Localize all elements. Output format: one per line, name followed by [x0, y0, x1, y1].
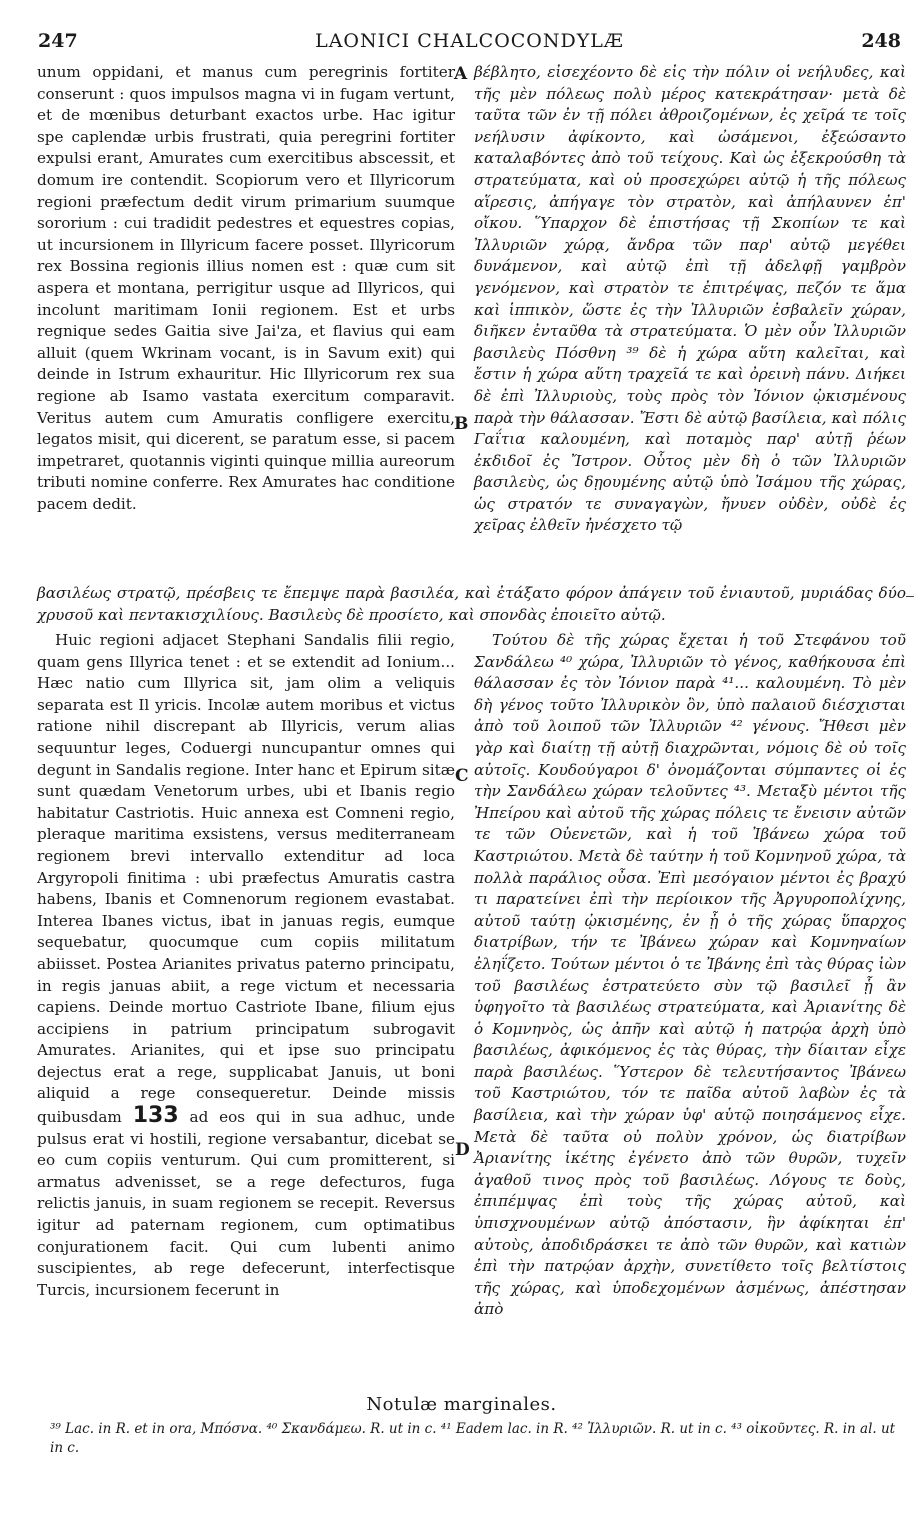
- latin-text-before-folio: Huic regioni adjacet Stephani Sandalis filii regio, quam gens Illyrica tenet : et se extendit ad Ionium... Hæc natio cum Illyrica sit, jam olim a veliquis separata est Il yricis. Incolæ autem moribus et victus ratione nihil discrepant ab Illyricis, verum alias sequuntur leges, Coduergi nuncupantur omnes qui degunt in Sandalis regione. Inter hanc et Epirum sitæ sunt quædam Venetorum urbes, ubi et Ibanis regio habitatur Castriotis. Huic annexa est Comneni regio, pleraque maritima exsistens, versus mediterraneam regionem brevi intervallo extenditur ad loca Argyropoli finitima : ubi præfectus Amuratis castra habens, Ibanis et Comnenorum regionem evastabat. Interea Ibanes victus, ibat in januas regis, eumque sequebatur, quocumque cum copiis militatum abiisset. Postea Arianites privatus paterno principatu, in regis januas abiit, a rege victum et necessaria capiens. Deinde mortuo Castriote Ibane, filium ejus accipiens in patrium principatum subrogavit Amurates. Arianites, qui et ipse suo principatu dejectus erat a rege, supplicabat Januis, ut boni aliquid a rege consequeretur. Deinde missis quibusdam: [37, 631, 455, 1127]
- margin-tick: [906, 596, 914, 597]
- latin-text-after-folio: ad eos qui in sua adhuc, unde pulsus erat vi hostili, regione versabantur, dicebat se eo cum copiis venturum. Qui cum promitterent, si armatus advenisset, se a rege defecturos, fuga relictis januis, in suam regionem se recepit. Reversus igitur ad paternam regionem, cum optimatibus conjurationem facit. Qui cum lubenti animo suscipientes, ab rege defecerunt, interfectisque Turcis, incursionem fecerunt in: [37, 1108, 456, 1299]
- latin-column-bottom: [37, 630, 455, 1301]
- greek-paragraph: βέβλητο, εἰσεχέοντο δὲ εἰς τὴν πόλιν οἱ νεήλυδες, καὶ τῆς μὲν πόλεως πολὺ μέρος κατεκράτησαν· μετὰ δὲ ταῦτα τῶν ἐν τῇ πόλει ἀθροιζομένων, ἐς χεῖρά τε τοῖς νεήλυσιν ἀφίκοντο, καὶ ὠσάμενοι, ἐξεώσαντο καταλαβόντες ἀπὸ τοῦ τείχους. Καὶ ὡς ἐξεκρούσθη τὰ στρατεύματα, καὶ οὐ προσεχώρει αὐτῷ ἡ τῆς πόλεως αἵρεσις, ἀπήγαγε τὸν στρατὸν, καὶ ἀπήλαυνεν ἐπ' οἴκου. Ὕπαρχον δὲ ἐπιστήσας τῇ Σκοπίων τε καὶ Ἰλλυριῶν χώρᾳ, ἄνδρα τῶν παρ' αὐτῷ μεγέθει δυνάμενον, καὶ αὐτῷ ἐπὶ τῇ ἀδελφῇ γαμβρὸν γενόμενον, καὶ στρατὸν τε ἐπιτρέψας, πεζόν τε ἅμα καὶ ἱππικὸν, ὥστε ἐς τὴν Ἰλλυριῶν ἐσβαλεῖν χώραν, διῆκεν ἐνταῦθα τὰ στρατεύματα. Ὁ μὲν οὖν Ἰλλυριῶν βασιλεὺς Πόσθνη ³⁹ δὲ ἡ χώρα αὕτη καλεῖται, καὶ ἔστιν ἡ χώρα αὕτη τραχεῖά τε καὶ ὀρεινὴ πάνυ. Διήκει δὲ ἐπὶ Ἰλλυριοὺς, τοὺς πρὸς τὸν Ἰόνιον ᾠκισμένους παρὰ τὴν θάλασσαν. Ἔστι δὲ αὐτῷ βασίλεια, καὶ πόλις Γαΐτια καλουμένη, καὶ ποταμὸς παρ' αὐτῇ ῥέων ἐκδιδοῖ ἐς Ἴστρον. Οὗτος μὲν δὴ ὁ τῶν Ἰλλυριῶν βασιλεὺς, ὡς δῃουμένης αὐτῷ ὑπὸ Ἰσάμου τῆς χώρας, ὡς στρατόν τε συναγαγὼν, ἤνυεν οὐδὲν, οὐδὲ ἐς χεῖρας ἐλθεῖν ἠνέσχετο τῷ: [474, 63, 906, 535]
- page-number-right: 248: [861, 30, 901, 52]
- latin-column-top: [37, 62, 455, 515]
- running-title: LAONICI CHALCOCONDYLÆ: [315, 30, 624, 52]
- greek-column-bottom: [474, 630, 906, 1321]
- margin-marker-a: A: [454, 64, 468, 84]
- folio-mark: 133: [132, 1103, 179, 1129]
- margin-marker-c: C: [455, 766, 469, 786]
- greek-paragraph: Τούτου δὲ τῆς χώρας ἔχεται ἡ τοῦ Στεφάνου τοῦ Σανδάλεω ⁴⁰ χώρα, Ἰλλυριῶν τὸ γένος, καθήκουσα ἐπὶ θάλασσαν ἐς τὸν Ἰόνιον παρὰ ⁴¹... καλουμένη. Τὸ μὲν δὴ γένος τοῦτο Ἰλλυρικὸν ὂν, ὑπὸ παλαιοῦ διέσχισται ἀπὸ τοῦ λοιποῦ τῶν Ἰλλυριῶν ⁴² γένους. Ἤθεσι μὲν γὰρ καὶ διαίτῃ τῇ αὐτῇ διαχρῶνται, νόμοις δὲ οὐ τοῖς αὐτοῖς. Κουδούγαροι δ' ὀνομάζονται σύμπαντες οἱ ἐς τὴν Σανδάλεω χώραν τελοῦντες ⁴³. Μεταξὺ μέντοι τῆς Ἠπείρου καὶ αὐτοῦ τῆς χώρας πόλεις τε ἔνεισιν αὐτῶν τε τῶν Οὐενετῶν, καὶ ἡ τοῦ Ἰβάνεω χώρα τοῦ Καστριώτου. Μετὰ δὲ ταύτην ἡ τοῦ Κομνηνοῦ χώρα, τὰ πολλὰ παράλιος οὖσα. Ἐπὶ μεσόγαιον μέντοι ἐς βραχύ τι παρατείνει ἐπὶ τὴν περίοικον τῆς Ἀργυροπολίχνης, αὐτοῦ ταύτῃ ᾠκισμένης, ἐν ᾗ ὁ τῆς χώρας ὕπαρχος διατρίβων, τήν τε Ἰβάνεω χώραν καὶ Κομνηναίων ἐληΐζετο. Τούτων μέντοι ὁ τε Ἰβάνης ἐπὶ τὰς θύρας ἰὼν τοῦ βασιλέως ἐστρατεύετο σὺν τῷ βασιλεῖ ᾗ ἂν ὑφηγοῖτο τὰ βασιλέως στρατεύματα, καὶ Ἀριανίτης δὲ ὁ Κομνηνὸς, ὡς ἀπῆν καὶ αὐτῷ ἡ πατρῴα ἀρχὴ ὑπὸ βασιλέως, ἀφικόμενος ἐς τὰς θύρας, τὴν δίαιταν εἶχε παρὰ βασιλέως. Ὕστερον δὲ τελευτήσαντος Ἰβάνεω τοῦ Καστριώτου, τόν τε παῖδα αὐτοῦ λαβὼν ἐς τὰ βασίλεια, καὶ τὴν χώραν ὑφ' αὑτῷ ποιησάμενος εἶχε. Μετὰ δὲ ταῦτα οὐ πολὺν χρόνον, ὡς διατρίβων Ἀριανίτης ἱκέτης ἐγένετο ἀπὸ τῶν θυρῶν, τυχεῖν ἀγαθοῦ τινος πρὸς τοῦ βασιλέως. Λόγους τε δοὺς, ἐπιπέμψας ἐπὶ τοὺς τῆς χώρας αὐτοῦ, καὶ ὑπισχνουμένων αὐτῷ ἀπόστασιν, ἣν ἀφίκηται ἐπ' αὐτοὺς, ἀποδιδράσκει τε ἀπὸ τῶν θυρῶν, καὶ κατιὼν ἐπὶ τὴν πατρῴαν ἀρχὴν, συνετίθετο τοῖς βελτίστοις τῆς χώρας, καὶ ὑποδεχομένων ἀσμένως, ἀπέστησαν ἀπὸ: [474, 631, 906, 1319]
- latin-paragraph: [37, 630, 455, 1301]
- margin-marker-d: D: [455, 1140, 470, 1160]
- running-header: [38, 30, 901, 54]
- notes-title: Notulæ marginales.: [366, 1394, 557, 1415]
- page-number-left: 247: [38, 30, 78, 52]
- margin-marker-b: B: [454, 414, 469, 434]
- latin-paragraph: unum oppidani, et manus cum peregrinis fortiter conserunt : quos impulsos magna vi in fugam vertunt, et de mœnibus deturbant exactos urbe. Hac igitur spe caplendæ urbis frustrati, quia peregrini fortiter expulsi erant, Amurates cum exercitibus abscessit, et domum ire contendit. Scopiorum vero et Illyricorum regioni præfectum dedit virum primarium suumque sororium : cui tradidit pedestres et equestres copias, ut incursionem in Illyricum facere posset. Illyricorum rex Bossina regionis illius nomen est : quæ cum sit aspera et montana, perrigitur usque ad Illyricos, qui incolunt maritimam Ionii regionem. Est et urbs regnique sedes Gaitia sive Jai'za, et flavius qui eam alluit (quem Wkrinam vocant, is in Savum exit) qui deinde in Istrum exhauritur. Hic Illyricorum rex sua regione ab Isamo vastata exercitum comparavit. Veritus autem cum Amuratis confligere exercitu, legatos misit, qui dicerent, se paratum esse, si pacem impetraret, quotannis viginti quinque millia aureorum tributi nomine conferre. Rex Amurates hac conditione pacem dedit.: [37, 63, 455, 513]
- full-width-greek-line: [37, 583, 906, 626]
- greek-continuation: βασιλέως στρατῷ, πρέσβεις τε ἔπεμψε παρὰ βασιλέα, καὶ ἐτάξατο φόρον ἀπάγειν τοῦ ἐνιαυτοῦ, μυριάδας δύο χρυσοῦ καὶ πεντακισχιλίους. Βασιλεὺς δὲ προσίετο, καὶ σπονδὰς ἐποιεῖτο αὐτῷ.: [37, 584, 906, 624]
- marginal-notes: ³⁹ Lac. in R. et in ora, Μπόσνα. ⁴⁰ Σκανδάμεω. R. ut in c. ⁴¹ Eadem lac. in R. ⁴² Ἰλλυριῶν. R. ut in c. ⁴³ οἰκοῦντες. R. in al. ut in c.: [50, 1421, 896, 1456]
- greek-column-top: [474, 62, 906, 537]
